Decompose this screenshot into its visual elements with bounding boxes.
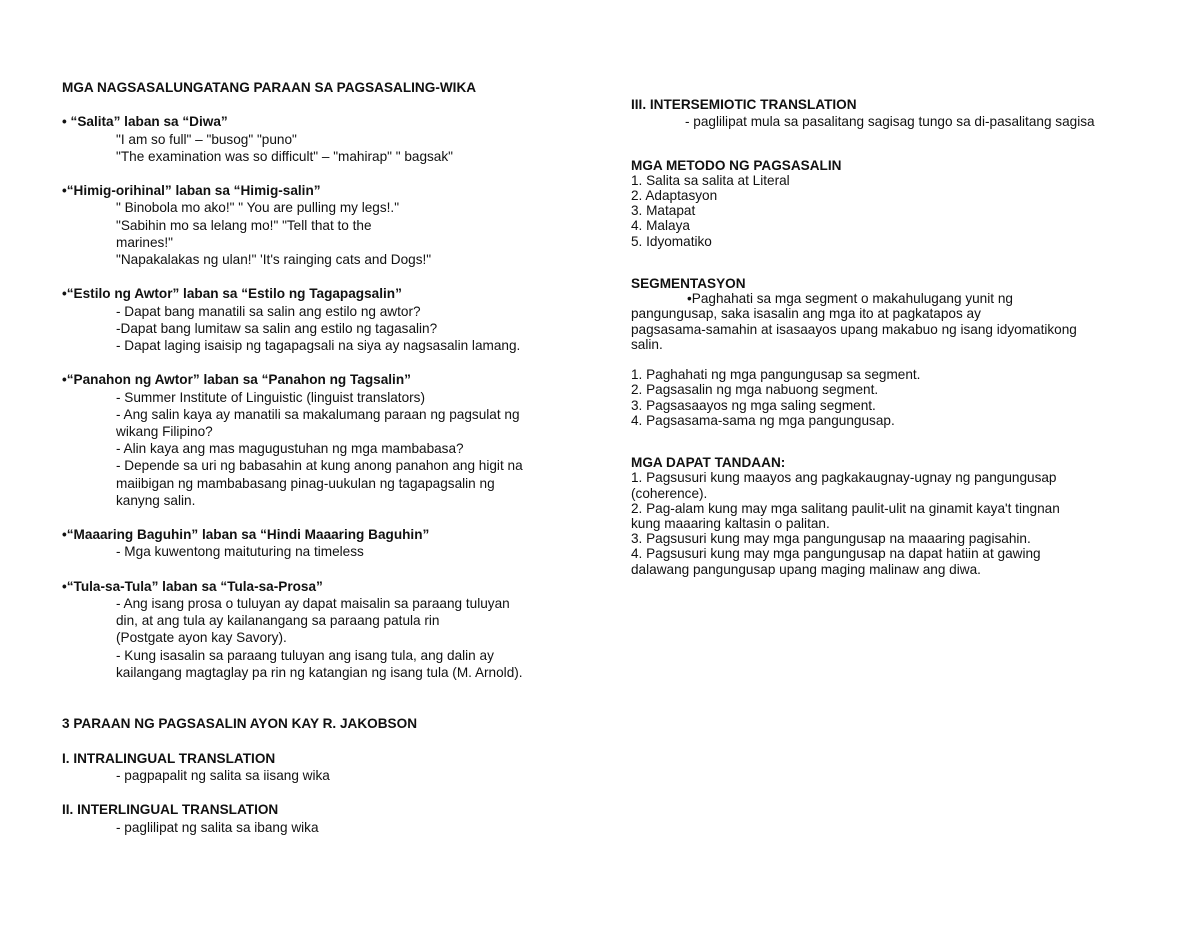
list-item: 2. Pagsasalin ng mga nabuong segment. [631, 382, 879, 398]
bullet-line: - Dapat laging isaisip ng tagapagsali na siya ay nagsasalin lamang. [116, 338, 521, 353]
list-item: 1. Salita sa salita at Literal [631, 172, 790, 188]
example-line: " Binobola mo ako!" " You are pulling my legs!." [116, 200, 400, 216]
section-salita-diwa [62, 113, 582, 165]
section-intralingual [62, 750, 582, 784]
example-line: "I am so full" – "busog" "puno" [116, 131, 297, 147]
section-heading: •“Estilo ng Awtor” laban sa “Estilo ng Tagapagsalin” [62, 286, 402, 302]
example-line: "Napakalakas ng ulan!" 'It's rainging cats and Dogs!" [116, 252, 432, 267]
bullet-line: - Depende sa uri ng babasahin at kung anong panahon ang higit na [116, 458, 523, 474]
section-heading: •“Tula-sa-Tula” laban sa “Tula-sa-Prosa” [62, 578, 323, 594]
paragraph-line: pagsasama-samahin at isasaayos upang makabuo ng isang idyomatikong [631, 321, 1077, 337]
list-item: 3. Matapat [631, 203, 696, 219]
bullet-line: - paglilipat mula sa pasalitang sagisag tungo sa di-pasalitang sagisa [685, 114, 1095, 130]
bullet-line: - Mga kuwentong maituturing na timeless [116, 544, 364, 560]
list-line: 4. Pagsusuri kung may mga pangungusap na dapat hatiin at gawing [631, 546, 1041, 562]
section-heading: MGA DAPAT TANDAAN: [631, 455, 786, 471]
document-title: MGA NAGSASALUNGATANG PARAAN SA PAGSASALING-WIKA [62, 80, 477, 95]
bullet-line: - Kung isasalin sa paraang tuluyan ang isang tula, ang dalin ay [116, 647, 494, 663]
list-line: kung maaaring kaltasin o palitan. [631, 516, 830, 532]
left-column [62, 79, 582, 836]
bullet-line: - paglilipat ng salita sa ibang wika [116, 819, 319, 835]
list-line: 2. Pag-alam kung may mga salitang paulit-ulit na ginamit kaya't tingnan [631, 500, 1060, 516]
list-line: (coherence). [631, 485, 708, 501]
bullet-line: din, at ang tula ay kailanangang sa paraang patula rin [116, 613, 440, 629]
section-heading: •“Himig-orihinal” laban sa “Himig-salin” [62, 183, 321, 199]
bullet-line: kailangang magtaglay pa rin ng katangian ng isang tula (M. Arnold). [116, 664, 523, 680]
bullet-line: - Summer Institute of Linguistic (linguist translators) [116, 389, 425, 405]
bullet-line: wikang Filipino? [116, 424, 213, 439]
section-interlingual [62, 801, 582, 835]
section-tula [62, 578, 582, 681]
example-line: "Sabihin mo sa lelang mo!" "Tell that to the [116, 217, 372, 233]
section-metodo [631, 158, 1176, 249]
list-item: 3. Pagsasaayos ng mga saling segment. [631, 397, 876, 413]
bullet-line: - Dapat bang manatili sa salin ang estilo ng awtor? [116, 303, 421, 319]
example-line: "The examination was so difficult" – "mahirap" " bagsak" [116, 148, 453, 164]
paragraph-line: pangungusap, saka isasalin ang mga ito at pagkatapos ay [631, 306, 981, 322]
list-line: 1. Pagsusuri kung maayos ang pagkakaugnay-ugnay ng pangungusap [631, 470, 1057, 486]
section-heading: •“Panahon ng Awtor” laban sa “Panahon ng Tagsalin” [62, 372, 411, 388]
list-item: 1. Paghahati ng mga pangungusap sa segment. [631, 367, 921, 383]
bullet-line: maiibigan ng mambabasang pinag-uukulan ng tagapagsalin ng [116, 475, 495, 491]
bullet-line: (Postgate ayon kay Savory). [116, 630, 287, 646]
section-heading: •“Maaaring Baguhin” laban sa “Hindi Maaaring Baguhin” [62, 527, 430, 543]
section-estilo [62, 285, 582, 354]
right-column [631, 96, 1176, 577]
list-line: 3. Pagsusuri kung may mga pangungusap na maaaring pagisahin. [631, 531, 1031, 547]
list-item: 4. Malaya [631, 218, 690, 234]
section-intersemiotic [631, 96, 1176, 130]
example-line: marines!" [116, 234, 173, 250]
bullet-line: kanyng salin. [116, 492, 196, 508]
section-himig [62, 182, 582, 268]
bullet-line: - Alin kaya ang mas magugustuhan ng mga mambabasa? [116, 441, 464, 457]
bullet-line: -Dapat bang lumitaw sa salin ang estilo ng tagasalin? [116, 320, 438, 336]
list-item: 4. Pagsasama-sama ng mga pangungusap. [631, 412, 895, 428]
paragraph-line: salin. [631, 336, 663, 352]
list-item: 5. Idyomatiko [631, 233, 712, 249]
bullet-line: - Ang salin kaya ay manatili sa makalumang paraan ng pagsulat ng [116, 406, 520, 422]
jakobson-title: 3 PARAAN NG PAGSASALIN AYON KAY R. JAKOBSON [62, 716, 418, 732]
section-heading: III. INTERSEMIOTIC TRANSLATION [631, 97, 857, 112]
section-heading: II. INTERLINGUAL TRANSLATION [62, 802, 279, 818]
section-heading: SEGMENTASYON [631, 276, 746, 291]
section-heading: MGA METODO NG PAGSASALIN [631, 157, 842, 173]
section-panahon [62, 371, 582, 509]
section-segmentasyon [631, 276, 1176, 428]
list-line: dalawang pangungusap upang maging malinaw ang diwa. [631, 561, 981, 577]
list-item: 2. Adaptasyon [631, 188, 718, 203]
paragraph-line: •Paghahati sa mga segment o makahulugang yunit ng [687, 291, 1013, 307]
section-heading: • “Salita” laban sa “Diwa” [62, 114, 228, 130]
bullet-line: - Ang isang prosa o tuluyan ay dapat maisalin sa paraang tuluyan [116, 596, 510, 611]
section-tandaan [631, 455, 1176, 577]
section-baguhin [62, 526, 582, 560]
section-heading: I. INTRALINGUAL TRANSLATION [62, 750, 276, 766]
bullet-line: - pagpapalit ng salita sa iisang wika [116, 767, 330, 783]
